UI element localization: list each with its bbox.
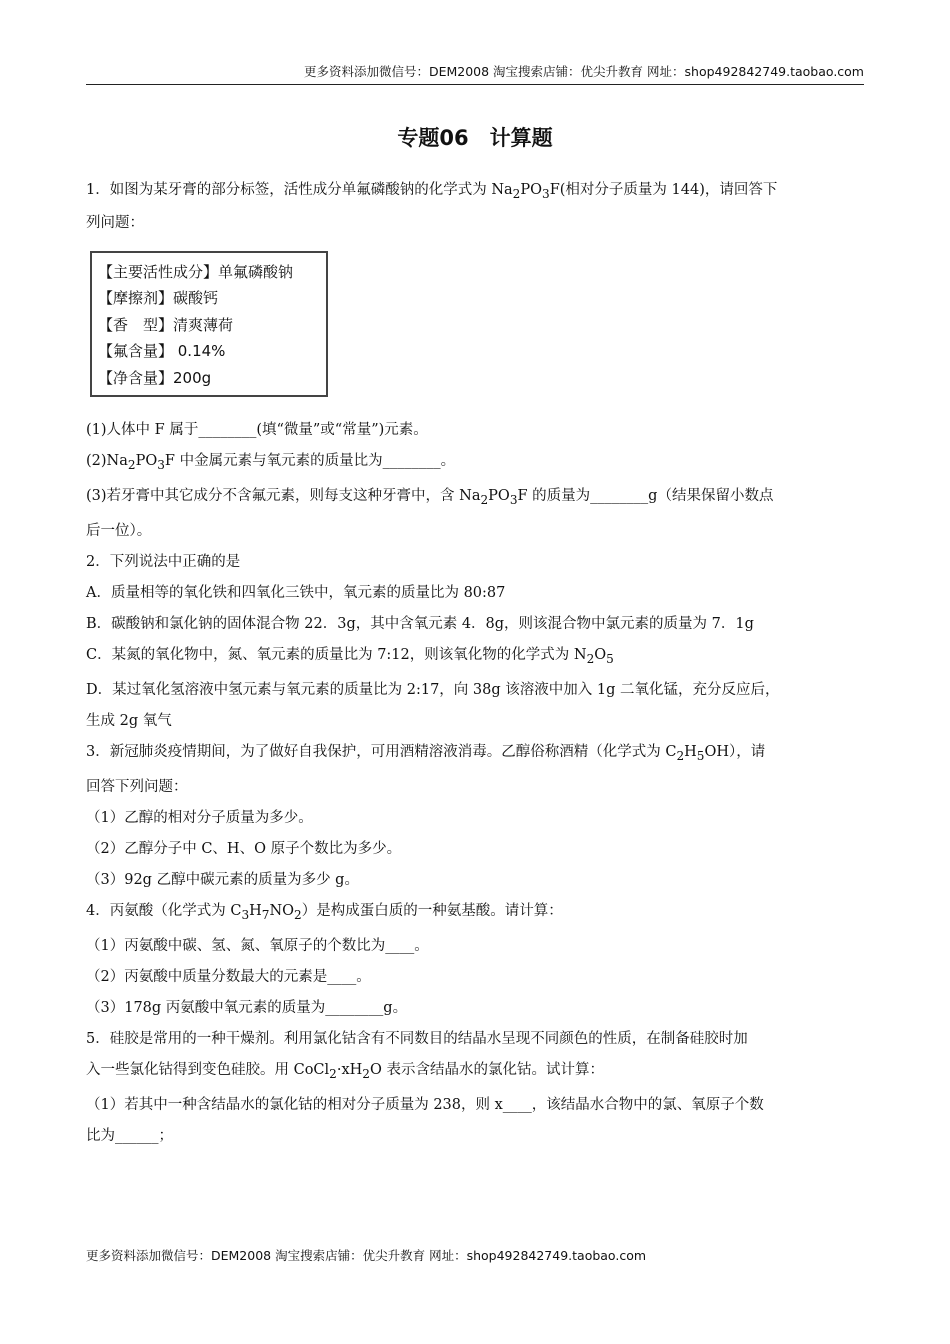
label-row: 【香 型】清爽薄荷 bbox=[98, 315, 234, 334]
footer-text: 更多资料添加微信号：DEM2008 淘宝搜索店铺：优尖升教育 网址：shop492842749.taobao.com bbox=[86, 1248, 647, 1263]
q1-sub3-cont: 后一位）。 bbox=[86, 523, 152, 540]
q5-intro-cont: 入一些氯化钴得到变色硅胶。用 $CoCl_2\cdot xH_2O$ 表示含结晶水的氯化钴。试计算： bbox=[86, 1061, 604, 1081]
q3-sub1: （1）乙醇的相对分子质量为多少。 bbox=[86, 809, 313, 826]
q1-intro-cont: 列问题： bbox=[86, 214, 144, 231]
q2-stem: 2．下列说法中正确的是 bbox=[86, 554, 241, 571]
q2-option-d-cont: 生成 2g 氧气 bbox=[86, 713, 172, 730]
label-row: 【摩擦剂】碳酸钙 bbox=[98, 289, 219, 308]
q4-sub1: （1）丙氨酸中碳、氢、氮、氧原子的个数比为____。 bbox=[86, 937, 429, 954]
q2-option-c: C．某氮的氧化物中，氮、氧元素的质量比为 7:12，则该氧化物的化学式为 $N_2O_5$ bbox=[86, 647, 614, 667]
q3-sub3: （3）92g 乙醇中碳元素的质量为多少 g。 bbox=[86, 871, 359, 888]
q2-option-b: B．碳酸钠和氯化钠的固体混合物 22．3g，其中含氧元素 4．8g，则该混合物中氯元素的质量为 7．1g bbox=[86, 616, 754, 633]
q5-sub1: （1）若其中一种含结晶水的氯化钴的相对分子质量为 238，则 x____，该结晶水合物中的氯、氧原子个数 bbox=[86, 1096, 764, 1113]
q2-option-d: D．某过氧化氢溶液中氢元素与氧元素的质量比为 2:17，向 38g 该溶液中加入 1g 二氧化锰，充分反应后， bbox=[86, 682, 780, 699]
question-content bbox=[86, 175, 864, 1152]
q4-sub3: （3）178g 丙氨酸中氧元素的质量为________g。 bbox=[86, 999, 408, 1016]
q3-intro-cont: 回答下列问题： bbox=[86, 778, 188, 795]
q5-intro: 5．硅胶是常用的一种干燥剂。利用氯化钴含有不同数目的结晶水呈现不同颜色的性质，在制备硅胶时加 bbox=[86, 1030, 748, 1047]
page-header bbox=[86, 62, 864, 85]
label-row: 【净含量】200g bbox=[98, 368, 212, 387]
page-footer bbox=[86, 1246, 864, 1266]
q3-sub2: （2）乙醇分子中 C、H、O 原子个数比为多少。 bbox=[86, 840, 402, 857]
q1-intro: 1．如图为某牙膏的部分标签，活性成分单氟磷酸钠的化学式为 $Na_2PO_3F$(相对分子质量为 144)，请回答下 bbox=[86, 182, 778, 201]
q1-sub2: $(2)Na_2PO_3F$ 中金属元素与氧元素的质量比为________。 bbox=[86, 453, 456, 473]
label-row: 【主要活性成分】单氟磷酸钠 bbox=[98, 262, 294, 281]
q5-sub1-cont: 比为______； bbox=[86, 1127, 173, 1144]
label-row: 【氟含量】 0.14% bbox=[98, 342, 226, 361]
q3-intro: 3．新冠肺炎疫情期间，为了做好自我保护，可用酒精溶液消毒。乙醇俗称酒精（化学式为 $C_2H_5OH$），请 bbox=[86, 744, 766, 763]
q4-sub2: （2）丙氨酸中质量分数最大的元素是____。 bbox=[86, 968, 371, 985]
toothpaste-label bbox=[90, 251, 328, 398]
q1-sub1: (1)人体中 F 属于________(填“微量”或“常量”)元素。 bbox=[86, 422, 428, 439]
q2-option-a: A．质量相等的氧化铁和四氧化三铁中，氧元素的质量比为 80:87 bbox=[86, 585, 506, 602]
page-title: 专题06 计算题 bbox=[397, 126, 553, 150]
q1-sub3: (3)若牙膏中其它成分不含氟元素，则每支这种牙膏中，含 $Na_2PO_3F$ 的质量为________g（结果保留小数点 bbox=[86, 488, 774, 508]
header-text: 更多资料添加微信号：DEM2008 淘宝搜索店铺：优尖升教育 网址：shop492842749.taobao.com bbox=[303, 64, 864, 79]
q4-intro: 4．丙氨酸（化学式为 $C_3H_7NO_2$）是构成蛋白质的一种氨基酸。请计算： bbox=[86, 902, 563, 922]
